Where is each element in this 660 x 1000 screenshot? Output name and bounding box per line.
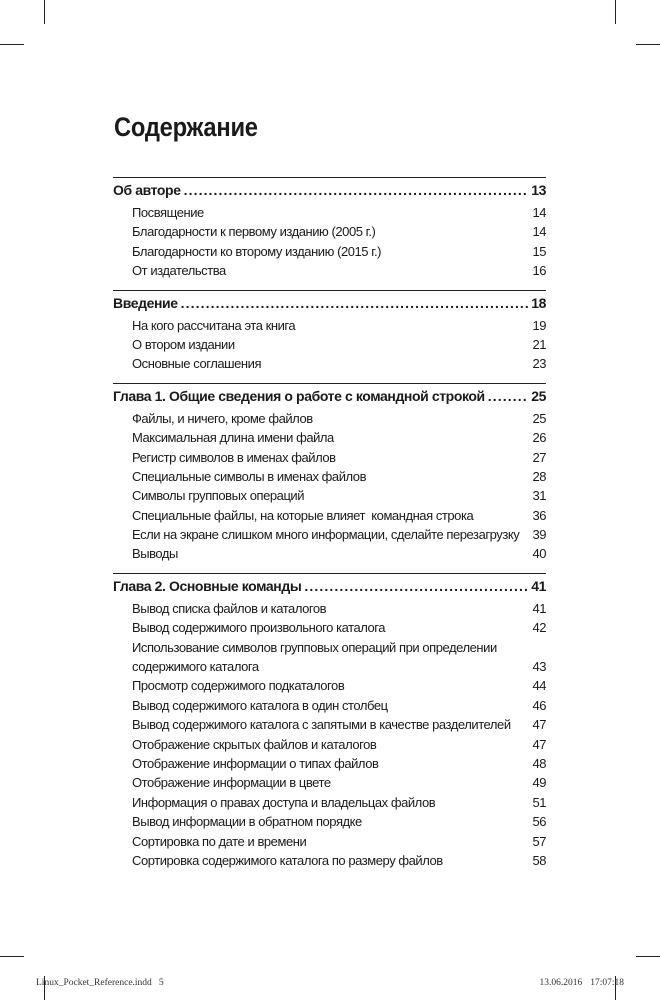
toc-entry[interactable]: [113, 467, 546, 486]
entry-page-number: 51: [532, 794, 546, 810]
entry-title: Вывод содержимого каталога в один столбец: [132, 697, 388, 713]
entry-title: Специальные символы в именах файлов: [132, 468, 367, 484]
toc-chapter-heading[interactable]: [113, 575, 546, 597]
entry-page-number: 41: [532, 600, 546, 616]
entry-page-number: 39: [532, 527, 546, 543]
entry-page-number: 43: [532, 659, 546, 675]
toc-entry[interactable]: [113, 222, 546, 241]
toc-entry[interactable]: [113, 544, 546, 563]
entry-page-number: 28: [532, 468, 546, 484]
entry-page-number: 44: [532, 678, 546, 694]
toc-entry[interactable]: [113, 618, 546, 637]
entry-title: Максимальная длина имени файла: [132, 430, 334, 446]
toc-entry[interactable]: [113, 638, 546, 677]
section-divider: [113, 177, 546, 178]
entry-title: О втором издании: [132, 336, 235, 352]
toc-entry[interactable]: [113, 242, 546, 261]
toc-entry-list: [113, 316, 546, 374]
entry-page-number: 23: [532, 356, 546, 372]
slug-timestamp: [539, 978, 624, 988]
toc-chapter-heading[interactable]: [113, 385, 546, 407]
chapter-page-number: 41: [531, 577, 546, 594]
dot-leader: [184, 179, 529, 201]
entry-title: Просмотр содержимого подкаталогов: [132, 678, 345, 694]
entry-title: Регистр символов в именах файлов: [132, 449, 336, 465]
entry-page-number: 57: [532, 833, 546, 849]
entry-page-number: 47: [532, 717, 546, 733]
entry-title: Благодарности к первому изданию (2005 г.): [132, 224, 376, 240]
chapter-page-number: 25: [531, 387, 546, 404]
entry-title: Если на экране слишком много информации, сделайте перезагрузку: [132, 527, 520, 543]
toc-section: [113, 177, 546, 281]
toc-entry-list: [113, 409, 546, 564]
toc-entry[interactable]: [113, 316, 546, 335]
toc-entry[interactable]: [113, 851, 546, 870]
entry-page-number: 14: [532, 205, 546, 220]
toc-entry[interactable]: [113, 812, 546, 831]
entry-title: Благодарности ко второму изданию (2015 г.): [132, 243, 381, 259]
table-of-contents: [113, 177, 546, 879]
slug-time: 17:07:18: [590, 978, 624, 988]
chapter-page-number: 13: [531, 182, 546, 198]
crop-mark: [0, 956, 24, 957]
toc-entry[interactable]: [113, 261, 546, 280]
crop-mark: [636, 44, 660, 45]
toc-entry-list: [113, 203, 546, 281]
entry-page-number: 56: [532, 814, 546, 830]
entry-title: Сортировка содержимого каталога по размеру файлов: [132, 852, 443, 868]
entry-page-number: 19: [532, 317, 546, 333]
entry-title: Информация о правах доступа и владельцах файлов: [132, 794, 436, 810]
toc-entry[interactable]: [113, 203, 546, 222]
toc-entry[interactable]: [113, 735, 546, 754]
entry-title: Основные соглашения: [132, 356, 262, 372]
toc-entry[interactable]: [113, 409, 546, 428]
crop-mark: [44, 0, 45, 24]
entry-title: Отображение скрытых файлов и каталогов: [132, 736, 377, 752]
entry-title: Отображение информации в цвете: [132, 775, 331, 791]
toc-entry[interactable]: [113, 832, 546, 851]
entry-title: Использование символов групповых операций при определении: [132, 639, 497, 655]
toc-entry[interactable]: [113, 599, 546, 618]
chapter-title: Глава 2. Основные команды: [113, 577, 302, 594]
crop-mark: [0, 44, 24, 45]
section-divider: [113, 573, 546, 574]
slug-filename: Linux_Pocket_Reference.indd 5: [36, 978, 164, 988]
entry-page-number: 26: [532, 430, 546, 446]
crop-mark: [615, 0, 616, 24]
entry-title: Вывод информации в обратном порядке: [132, 814, 362, 830]
entry-page-number: 14: [532, 224, 546, 240]
toc-entry[interactable]: [113, 696, 546, 715]
entry-page-number: 15: [532, 243, 546, 259]
entry-title: Символы групповых операций: [132, 488, 305, 504]
entry-page-number: 25: [532, 410, 546, 426]
dot-leader: [304, 575, 528, 597]
entry-page-number: 42: [532, 620, 546, 636]
toc-entry[interactable]: [113, 715, 546, 734]
toc-chapter-heading[interactable]: [113, 292, 546, 314]
chapter-title: Об авторе: [113, 182, 181, 198]
entry-title: Посвящение: [132, 205, 204, 220]
entry-title: Отображение информации о типах файлов: [132, 756, 379, 772]
toc-entry[interactable]: [113, 448, 546, 467]
toc-entry[interactable]: [113, 335, 546, 354]
toc-entry[interactable]: [113, 354, 546, 373]
dot-leader: [488, 385, 528, 407]
entry-page-number: 31: [532, 488, 546, 504]
entry-title: Вывод списка файлов и каталогов: [132, 600, 327, 616]
entry-page-number: 40: [532, 546, 546, 562]
entry-title: Сортировка по дате и времени: [132, 833, 307, 849]
entry-title-continuation: содержимого каталога: [132, 659, 259, 675]
entry-page-number: 21: [532, 336, 546, 352]
chapter-title: Глава 1. Общие сведения о работе с командной строкой: [113, 387, 485, 404]
entry-page-number: 48: [532, 756, 546, 772]
toc-section: [113, 290, 546, 374]
crop-mark: [636, 956, 660, 957]
entry-page-number: 46: [532, 697, 546, 713]
toc-entry[interactable]: [113, 428, 546, 447]
entry-page-number: 36: [532, 507, 546, 523]
section-divider: [113, 383, 546, 384]
toc-section: [113, 383, 546, 564]
entry-title: Выводы: [132, 546, 178, 562]
chapter-page-number: 18: [531, 294, 546, 311]
entry-title: Файлы, и ничего, кроме файлов: [132, 410, 313, 426]
entry-title: Специальные файлы, на которые влияет командная строка: [132, 507, 474, 523]
toc-entry[interactable]: [113, 506, 546, 525]
dot-leader: [181, 292, 529, 314]
entry-title: От издательства: [132, 263, 226, 279]
entry-page-number: 16: [532, 263, 546, 279]
entry-page-number: 27: [532, 449, 546, 465]
toc-entry[interactable]: [113, 754, 546, 773]
section-divider: [113, 290, 546, 291]
toc-entry[interactable]: [113, 773, 546, 792]
entry-title: Вывод содержимого каталога с запятыми в качестве разделителей: [132, 717, 511, 733]
toc-section: [113, 573, 546, 871]
page-title: Содержание: [114, 112, 258, 142]
toc-chapter-heading[interactable]: [113, 179, 546, 201]
toc-entry[interactable]: [113, 676, 546, 695]
chapter-title: Введение: [113, 294, 178, 311]
entry-title: Вывод содержимого произвольного каталога: [132, 620, 386, 636]
toc-entry[interactable]: [113, 486, 546, 505]
toc-entry[interactable]: [113, 793, 546, 812]
slug-date: 13.06.2016: [539, 978, 583, 988]
entry-page-number: 58: [532, 852, 546, 868]
entry-page-number: 47: [532, 736, 546, 752]
entry-title-wrapped: [132, 638, 497, 677]
entry-title: На кого рассчитана эта книга: [132, 317, 296, 333]
toc-entry[interactable]: [113, 525, 546, 544]
entry-page-number: 49: [532, 775, 546, 791]
toc-entry-list: [113, 599, 546, 871]
